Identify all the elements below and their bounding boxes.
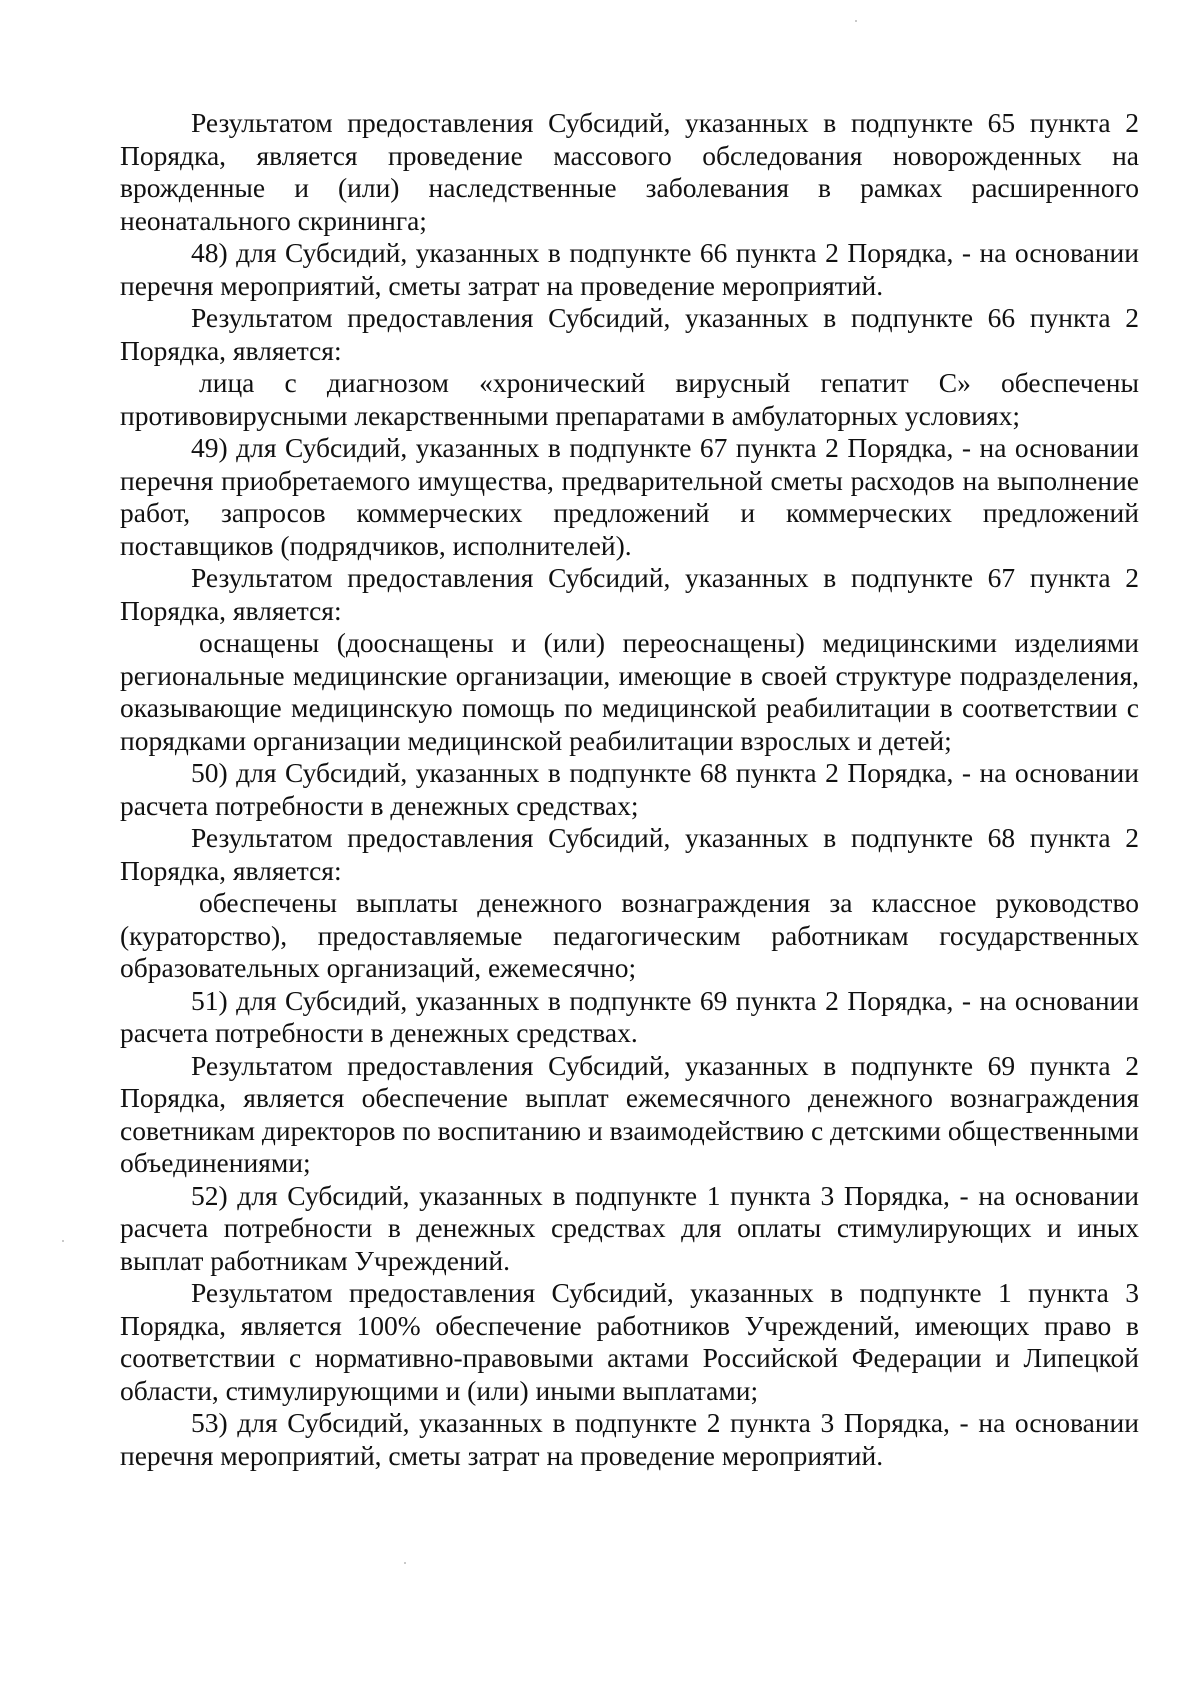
scan-speck xyxy=(855,20,857,22)
paragraph-result-67: Результатом предоставления Субсидий, указанных в подпункте 67 пункта 2 Порядка, является: xyxy=(120,562,1139,626)
paragraph-item-49: 49) для Субсидий, указанных в подпункте 67 пункта 2 Порядка, - на основании перечня приобретаемого имущества, предварительной сметы расходов на выполнение работ, запросов коммерческих предложений и коммерческих предложений поставщиков (подрядчиков, исполнителей). xyxy=(120,432,1139,561)
paragraph-item-52: 52) для Субсидий, указанных в подпункте 1 пункта 3 Порядка, - на основании расчета потребности в денежных средствах для оплаты стимулирующих и иных выплат работникам Учреждений. xyxy=(120,1179,1139,1276)
scan-speck xyxy=(404,1562,406,1564)
paragraph-result-66: Результатом предоставления Субсидий, указанных в подпункте 66 пункта 2 Порядка, является: xyxy=(120,302,1139,366)
scan-speck xyxy=(62,1240,64,1242)
paragraph-item-51: 51) для Субсидий, указанных в подпункте 69 пункта 2 Порядка, - на основании расчета потребности в денежных средствах. xyxy=(120,984,1139,1048)
paragraph-result-p3-1: Результатом предоставления Субсидий, указанных в подпункте 1 пункта 3 Порядка, является 100% обеспечение работников Учреждений, имеющих право в соответствии с нормативно-правовыми актами Российской Федерации и Липецкой области, стимулирующими и (или) иными выплатами; xyxy=(120,1277,1139,1406)
paragraph-item-50: 50) для Субсидий, указанных в подпункте 68 пункта 2 Порядка, - на основании расчета потребности в денежных средствах; xyxy=(120,757,1139,821)
paragraph-result-69: Результатом предоставления Субсидий, указанных в подпункте 69 пункта 2 Порядка, является обеспечение выплат ежемесячного денежного вознаграждения советникам директоров по воспитанию и взаимодействию с детскими общественными объединениями; xyxy=(120,1049,1139,1178)
paragraph-result-66-detail: лица с диагнозом «хронический вирусный гепатит С» обеспечены противовирусными лекарственными препаратами в амбулаторных условиях; xyxy=(120,367,1139,431)
paragraph-item-53: 53) для Субсидий, указанных в подпункте 2 пункта 3 Порядка, - на основании перечня мероприятий, сметы затрат на проведение мероприятий. xyxy=(120,1407,1139,1471)
document-page xyxy=(120,107,1139,1472)
paragraph-result-68: Результатом предоставления Субсидий, указанных в подпункте 68 пункта 2 Порядка, является: xyxy=(120,822,1139,886)
paragraph-result-65: Результатом предоставления Субсидий, указанных в подпункте 65 пункта 2 Порядка, является проведение массового обследования новорожденных на врожденные и (или) наследственные заболевания в рамках расширенного неонатального скрининга; xyxy=(120,107,1139,236)
paragraph-item-48: 48) для Субсидий, указанных в подпункте 66 пункта 2 Порядка, - на основании перечня мероприятий, сметы затрат на проведение мероприятий. xyxy=(120,237,1139,301)
paragraph-result-68-detail: обеспечены выплаты денежного вознаграждения за классное руководство (кураторство), предоставляемые педагогическим работникам государственных образовательных организаций, ежемесячно; xyxy=(120,887,1139,983)
paragraph-result-67-detail: оснащены (дооснащены и (или) переоснащены) медицинскими изделиями региональные медицинские организации, имеющие в своей структуре подразделения, оказывающие медицинскую помощь по медицинской реабилитации в соответствии с порядками организации медицинской реабилитации взрослых и детей; xyxy=(120,627,1139,756)
